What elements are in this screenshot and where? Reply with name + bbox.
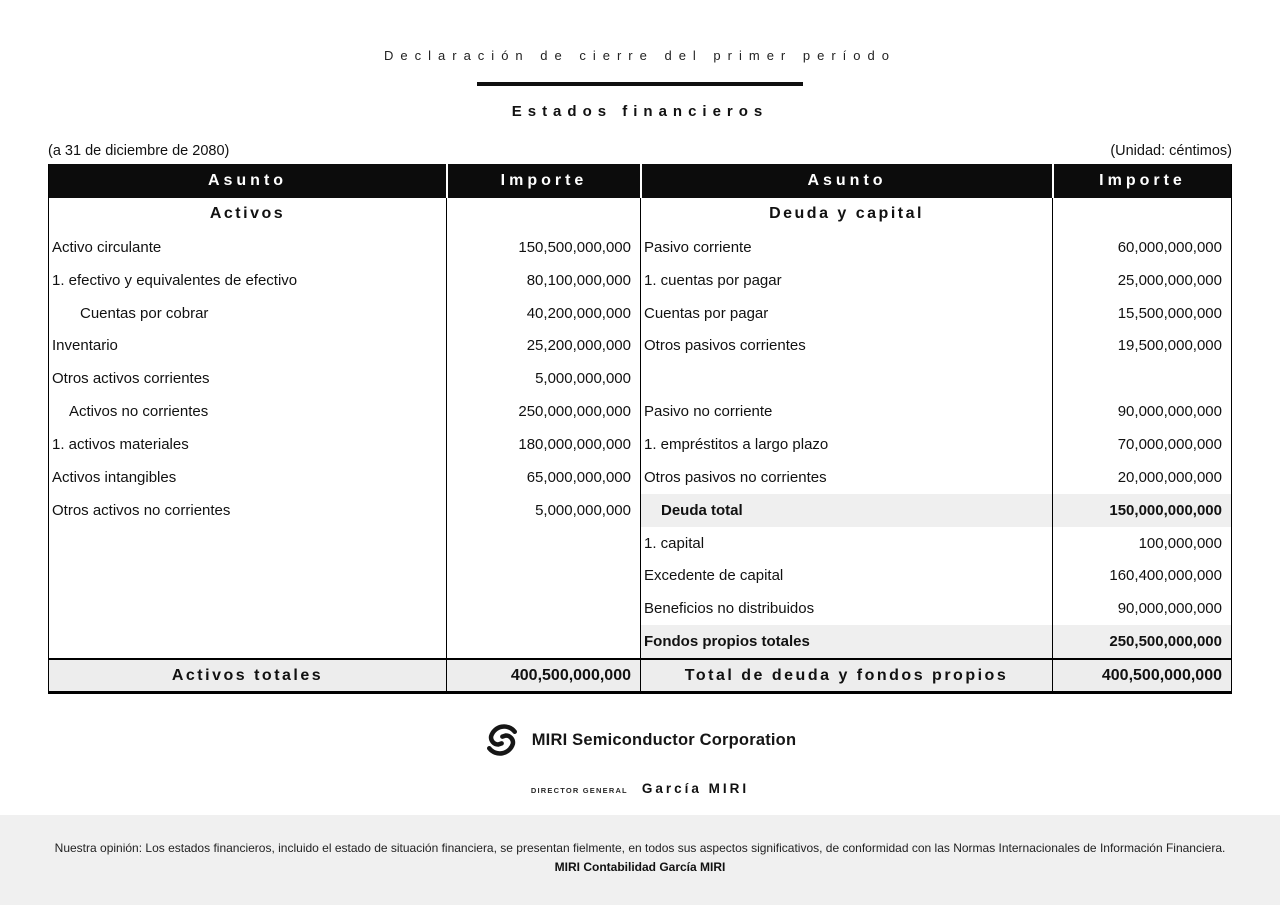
right-value-cell: 25,000,000,000 [1052,264,1231,297]
table-row [49,264,1231,297]
left-value-cell [446,527,640,560]
total-assets-label: Activos totales [171,666,324,684]
company-signature [0,722,1280,758]
right-label-cell [640,362,1052,395]
right-value-cell: 160,400,000,000 [1052,559,1231,592]
audit-opinion-band [0,815,1280,905]
table-body [49,198,1231,658]
table-row [49,297,1231,330]
left-label-cell [49,592,446,625]
title-rule [477,82,803,86]
table-row [49,592,1231,625]
right-value-cell: 70,000,000,000 [1052,428,1231,461]
left-value-cell [446,559,640,592]
company-name: MIRI Semiconductor Corporation [531,730,797,749]
right-label-cell: 1. empréstitos a largo plazo [640,428,1052,461]
left-value-cell: 180,000,000,000 [446,428,640,461]
table-row [49,494,1231,527]
left-value-cell: 250,000,000,000 [446,395,640,428]
table-row [49,527,1231,560]
meta-row [48,143,1232,159]
left-label-cell [49,625,446,658]
left-value-cell: 80,100,000,000 [446,264,640,297]
report-title: Declaración de cierre del primer período [384,48,896,63]
right-label-cell: Pasivo corriente [640,231,1052,264]
left-label-cell [49,559,446,592]
table-row [49,428,1231,461]
left-value-cell [446,625,640,658]
left-value-cell: 5,000,000,000 [446,362,640,395]
right-value-cell: 250,500,000,000 [1052,625,1231,658]
table-row [49,198,1231,231]
column-header-asunto-right: Asunto [640,164,1052,198]
left-label-cell [49,527,446,560]
right-value-cell [1052,198,1231,231]
left-value-cell: 150,500,000,000 [446,231,640,264]
right-label-cell: Otros pasivos no corrientes [640,461,1052,494]
left-label-cell: Inventario [52,337,118,355]
column-header-importe-right: Importe [1052,164,1231,198]
left-value-cell: 40,200,000,000 [446,297,640,330]
left-value-cell: 25,200,000,000 [446,329,640,362]
total-assets-value: 400,500,000,000 [446,660,640,691]
table-totals-row [49,658,1231,691]
left-label-cell: 1. activos materiales [52,435,189,453]
right-label-cell: Deuda y capital [640,198,1052,231]
left-label-cell: Activo circulante [52,238,162,256]
left-label-cell: Otros activos no corrientes [52,501,231,519]
table-header-row [49,164,1231,198]
table-row [49,625,1231,658]
left-value-cell: 5,000,000,000 [446,494,640,527]
right-value-cell: 90,000,000,000 [1052,395,1231,428]
left-value-cell [446,592,640,625]
right-value-cell: 20,000,000,000 [1052,461,1231,494]
right-label-cell: Pasivo no corriente [640,395,1052,428]
right-label-cell: Excedente de capital [640,559,1052,592]
director-name: García MIRI [641,781,750,797]
column-header-importe-left: Importe [446,164,640,198]
column-header-asunto-left: Asunto [49,164,446,198]
left-label-cell: Activos [209,205,286,223]
left-label-cell: 1. efectivo y equivalentes de efectivo [52,271,298,289]
left-label-cell: Activos no corrientes [69,403,209,421]
balance-sheet-table [48,164,1232,694]
unit-note: (Unidad: céntimos) [1110,143,1232,159]
left-value-cell: 65,000,000,000 [446,461,640,494]
date-note: (a 31 de diciembre de 2080) [48,143,230,159]
left-value-cell [446,198,640,231]
s-swirl-icon [484,722,520,758]
total-liabilities-equity-value: 400,500,000,000 [1052,660,1231,691]
accounting-firm-line: MIRI Contabilidad García MIRI [554,860,726,874]
table-row [49,395,1231,428]
left-label-cell: Activos intangibles [52,468,177,486]
table-row [49,329,1231,362]
right-value-cell: 150,000,000,000 [1052,494,1231,527]
total-liabilities-equity-label: Total de deuda y fondos propios [640,660,1052,691]
right-label-cell: Deuda total [640,494,1052,527]
right-label-cell: Beneficios no distribuidos [640,592,1052,625]
right-label-cell: Fondos propios totales [640,625,1052,658]
right-label-cell: Otros pasivos corrientes [640,329,1052,362]
right-label-cell: 1. cuentas por pagar [640,264,1052,297]
right-value-cell: 60,000,000,000 [1052,231,1231,264]
right-label-cell: 1. capital [640,527,1052,560]
table-row [49,362,1231,395]
table-row [49,559,1231,592]
audit-opinion-text: Nuestra opinión: Los estados financieros, incluido el estado de situación financiera, se presentan fielmente, en todos sus aspectos significativos, de conformidad con las Normas Internacionales de Información Financiera. [54,841,1226,855]
left-label-cell: Otros activos corrientes [52,370,210,388]
right-label-cell: Cuentas por pagar [640,297,1052,330]
table-row [49,461,1231,494]
right-value-cell: 90,000,000,000 [1052,592,1231,625]
left-label-cell: Cuentas por cobrar [80,304,209,322]
right-value-cell: 19,500,000,000 [1052,329,1231,362]
report-subtitle: Estados financieros [511,103,769,120]
right-value-cell [1052,362,1231,395]
table-row [49,231,1231,264]
director-signature [0,781,1280,796]
right-value-cell: 15,500,000,000 [1052,297,1231,330]
director-title: DIRECTOR GENERAL [530,786,628,796]
right-value-cell: 100,000,000 [1052,527,1231,560]
